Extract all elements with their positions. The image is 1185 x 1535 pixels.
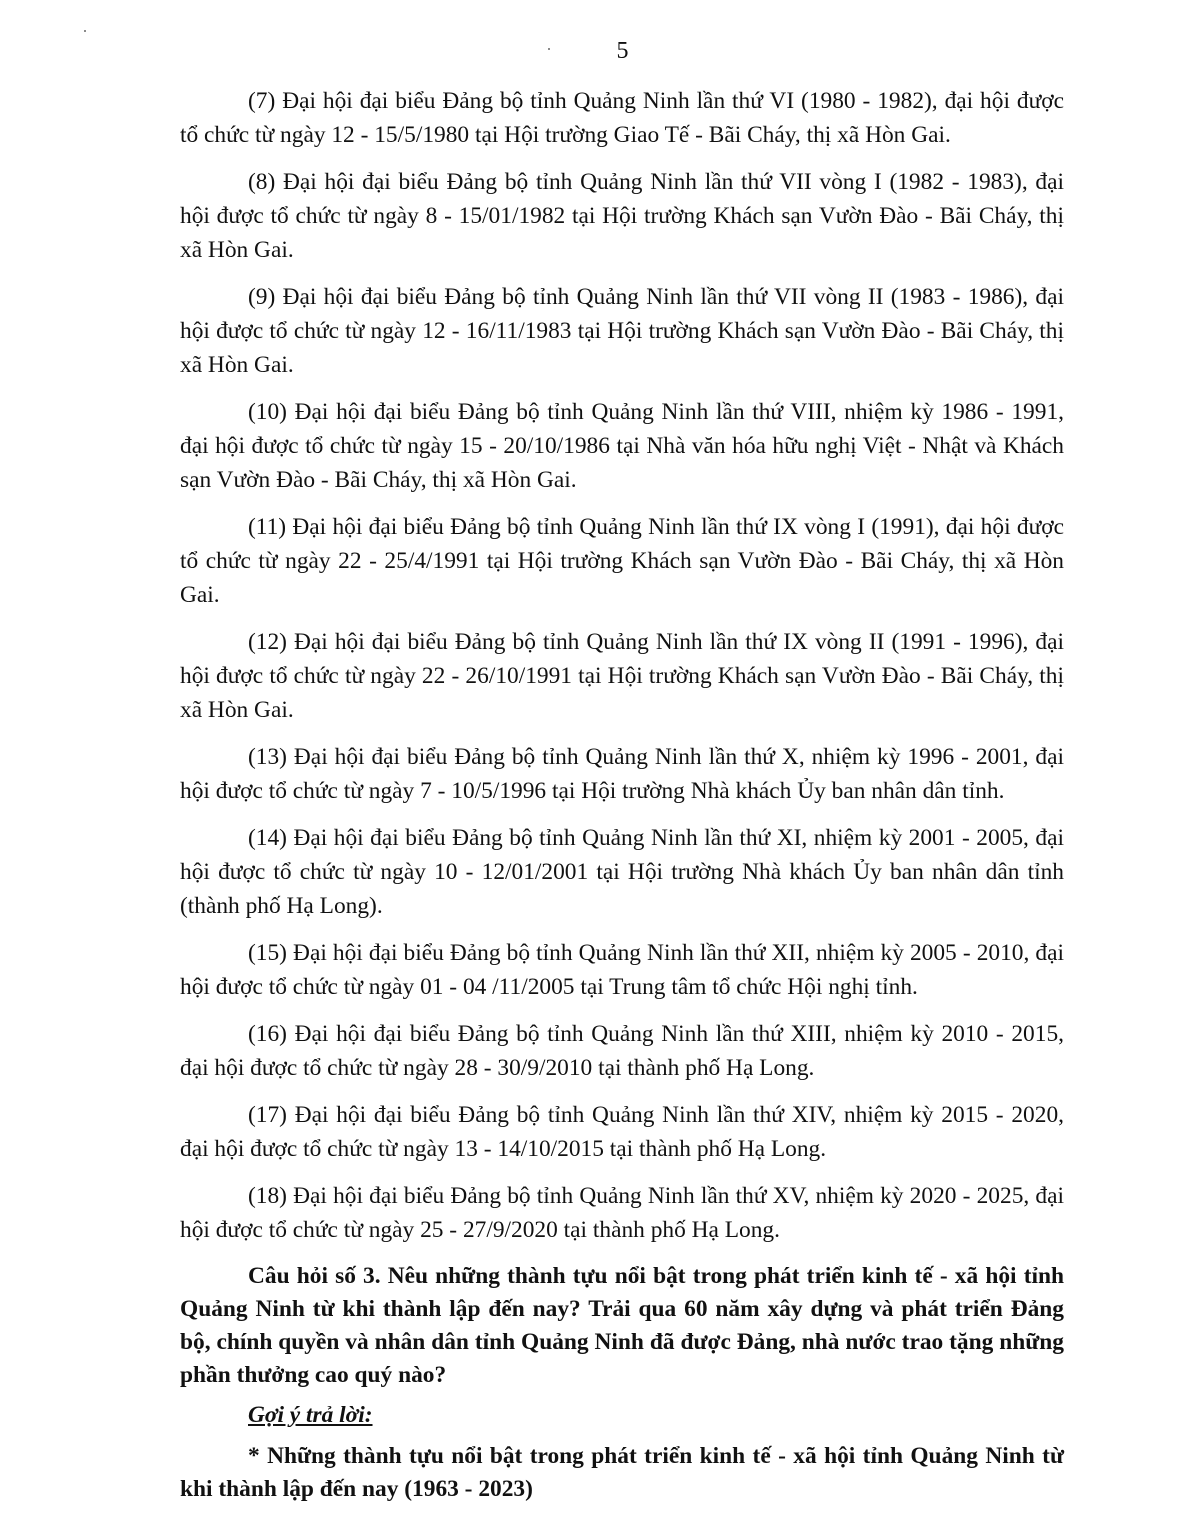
question-3: Câu hỏi số 3. Nêu những thành tựu nổi bật trong phát triển kinh tế - xã hội tỉnh Quảng Ninh từ khi thành lập đến nay? Trải qua 60 năm xây dựng và phát triển Đảng bộ, chính quyền và nhân dân tỉnh Quảng Ninh đã được Đảng, nhà nước trao tặng những phần thưởng cao quý nào?: [180, 1263, 1064, 1388]
paragraph-congress-10: (10) Đại hội đại biểu Đảng bộ tỉnh Quảng Ninh lần thứ VIII, nhiệm kỳ 1986 - 1991, đại hội được tổ chức từ ngày 15 - 20/10/1986 tại Nhà văn hóa hữu nghị Việt - Nhật và Khách sạn Vườn Đào - Bãi Cháy, thị xã Hòn Gai.: [180, 399, 1064, 493]
paragraph-congress-18: (18) Đại hội đại biểu Đảng bộ tỉnh Quảng Ninh lần thứ XV, nhiệm kỳ 2020 - 2025, đại hội được tổ chức từ ngày 25 - 27/9/2020 tại thành phố Hạ Long.: [180, 1183, 1064, 1243]
paragraph-congress-11: (11) Đại hội đại biểu Đảng bộ tỉnh Quảng Ninh lần thứ IX vòng I (1991), đại hội được tổ chức từ ngày 22 - 25/4/1991 tại Hội trường Khách sạn Vườn Đào - Bãi Cháy, thị xã Hòn Gai.: [180, 514, 1064, 608]
paragraph-congress-8: (8) Đại hội đại biểu Đảng bộ tỉnh Quảng Ninh lần thứ VII vòng I (1982 - 1983), đại hội được tổ chức từ ngày 8 - 15/01/1982 tại Hội trường Khách sạn Vườn Đào - Bãi Cháy, thị xã Hòn Gai.: [180, 169, 1064, 263]
paragraph-congress-16: (16) Đại hội đại biểu Đảng bộ tỉnh Quảng Ninh lần thứ XIII, nhiệm kỳ 2010 - 2015, đại hội được tổ chức từ ngày 28 - 30/9/2010 tại thành phố Hạ Long.: [180, 1021, 1064, 1081]
paragraph-congress-17: (17) Đại hội đại biểu Đảng bộ tỉnh Quảng Ninh lần thứ XIV, nhiệm kỳ 2015 - 2020, đại hội được tổ chức từ ngày 13 - 14/10/2015 tại thành phố Hạ Long.: [180, 1102, 1064, 1162]
paragraph-congress-9: (9) Đại hội đại biểu Đảng bộ tỉnh Quảng Ninh lần thứ VII vòng II (1983 - 1986), đại hội được tổ chức từ ngày 12 - 16/11/1983 tại Hội trường Khách sạn Vườn Đào - Bãi Cháy, thị xã Hòn Gai.: [180, 284, 1064, 378]
answer-hint-label: Gợi ý trả lời:: [248, 1402, 373, 1428]
paragraph-congress-14: (14) Đại hội đại biểu Đảng bộ tỉnh Quảng Ninh lần thứ XI, nhiệm kỳ 2001 - 2005, đại hội được tổ chức từ ngày 10 - 12/01/2001 tại Hội trường Nhà khách Ủy ban nhân dân tỉnh (thành phố Hạ Long).: [180, 825, 1064, 919]
scan-speck: [84, 30, 86, 32]
achievements-heading: * Những thành tựu nổi bật trong phát triển kinh tế - xã hội tỉnh Quảng Ninh từ khi thành lập đến nay (1963 - 2023): [180, 1443, 1064, 1502]
paragraph-congress-13: (13) Đại hội đại biểu Đảng bộ tỉnh Quảng Ninh lần thứ X, nhiệm kỳ 1996 - 2001, đại hội được tổ chức từ ngày 7 - 10/5/1996 tại Hội trường Nhà khách Ủy ban nhân dân tỉnh.: [180, 744, 1064, 804]
paragraph-congress-12: (12) Đại hội đại biểu Đảng bộ tỉnh Quảng Ninh lần thứ IX vòng II (1991 - 1996), đại hội được tổ chức từ ngày 22 - 26/10/1991 tại Hội trường Khách sạn Vườn Đào - Bãi Cháy, thị xã Hòn Gai.: [180, 629, 1064, 723]
paragraph-congress-15: (15) Đại hội đại biểu Đảng bộ tỉnh Quảng Ninh lần thứ XII, nhiệm kỳ 2005 - 2010, đại hội được tổ chức từ ngày 01 - 04 /11/2005 tại Trung tâm tổ chức Hội nghị tỉnh.: [180, 940, 1064, 1000]
paragraph-congress-7: (7) Đại hội đại biểu Đảng bộ tỉnh Quảng Ninh lần thứ VI (1980 - 1982), đại hội được tổ chức từ ngày 12 - 15/5/1980 tại Hội trường Giao Tế - Bãi Cháy, thị xã Hòn Gai.: [180, 88, 1064, 148]
page-number: 5: [616, 38, 629, 64]
document-body: [180, 84, 1064, 1506]
